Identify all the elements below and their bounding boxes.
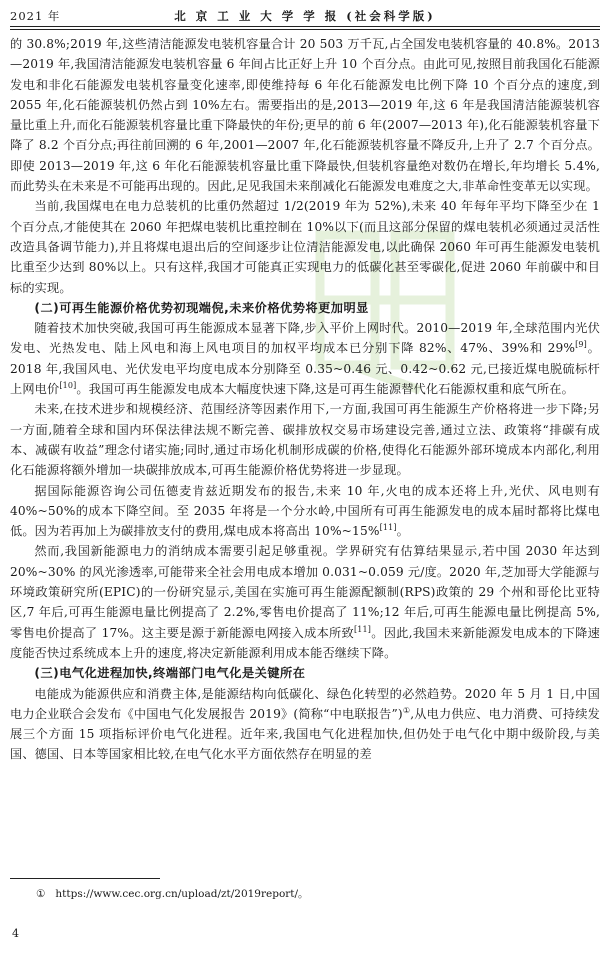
paragraph-renewable-cost <box>10 318 600 399</box>
text-run: 。 <box>396 524 409 539</box>
paragraph-wood-mackenzie-report <box>10 481 600 542</box>
footnote-marker[interactable]: ① <box>402 705 411 715</box>
citation-ref-9: [9] <box>575 340 587 350</box>
text-run: 。我国可再生能源发电成本大幅度快速下降,这是可再生能源替代化石能源权重和底气所在。 <box>76 382 574 397</box>
section-heading-renewable-price: (二)可再生能源价格优势初现端倪,未来价格优势将更加明显 <box>34 300 369 315</box>
paragraph-integration-cost <box>10 541 600 663</box>
header-rule-thin <box>10 29 600 30</box>
footnote-url[interactable]: https://www.cec.org.cn/upload/zt/2019report/。 <box>55 888 309 900</box>
paragraph-clean-energy-capacity: 的 30.8%;2019 年,这些清洁能源发电装机容量合计 20 503 万千瓦,占全国发电装机容量的 40.8%。2013—2019 年,我国清洁能源发电装机容量 6 年间占比正好上升 10 个百分点。由此可见,按照目前我国化石能源发电和非化石能源发电装机容量变化速率,即使维持每 6 年化石能源发电比例下降 10 个百分点的速度,到 2055 年,化石能源装机仍然占到 10%左右。需要指出的是,2013—2019 年,这 6 年是我国清洁能源装机容量比重上升,而化石能源装机容量比重下降最快的年份;更早的前 6 年(2007—2013 年),化石能源装机容量下降了 8.2 个百分点;再往前回溯的 6 年,2001—2007 年,化石能源装机容量不降反升,上升了 2.7 个百分点。即使 2013—2019 年,这 6 年化石能源装机容量比重下降最快,但装机容量绝对数仍在增长,年均增长 5.4%,而此势头在未来是不可能再出现的。因此,足见我国未来削减化石能源发电难度之大,非革命性变革无以实现。 <box>10 37 600 194</box>
text-run: 。2018 年,我国风电、光伏发电平均度电成本分别降至 0.35~0.46 元、0.42~0.62 元,已接近煤电脱硫标杆上网电价 <box>10 341 600 397</box>
header-rule-thick <box>10 26 600 27</box>
citation-ref-10: [10] <box>59 380 77 390</box>
text-run: 然而,我国新能源电力的消纳成本需要引起足够重视。学界研究有估算结果显示,若中国 2030 年达到 20%~30% 的风光渗透率,可能带来全社会用电成本增加 0.031~0.059 元/度。2020 年,芝加哥大学能源与环境政策研究所(EPIC)的一份研究显示,美国在实施可再生能源配额制(RPS)政策的 29 个州和哥伦比亚特区,7 年后,可再生能源电量比例提高了 2.2%,零售电价提高了 11%;12 年后,可再生能源电量比例提高 5%,零售电价提高了 17%。这主要是源于新能源电网接入成本所致 <box>10 544 600 640</box>
text-run: 电能成为能源供应和消费主体,是能源结构向低碳化、绿色化转型的必然趋势。2020 年 5 月 1 日,中国电力企业联合会发布《中国电气化发展报告 2019》(简称“中电联报告”) <box>10 686 600 721</box>
text-run: 据国际能源咨询公司伍德麦肯兹近期发布的报告,未来 10 年,火电的成本还将上升,光伏、风电则有 40%~50%的成本下降空间。至 2035 年将是一个分水岭,中国所有可再生能源发电的成本届时都将比煤电低。因为若再加上为碳排放支付的费用,煤电成本将高出 10%~15% <box>10 483 600 539</box>
citation-ref-11b: [11] <box>354 624 372 634</box>
paragraph-future-price-advantage: 未来,在技术进步和规模经济、范围经济等因素作用下,一方面,我国可再生能源生产价格将进一步下降;另一方面,随着全球和国内环保法律法规不断完善、碳排放权交易市场建设完善,通过立法、政策将“排碳有成本、减碳有收益”理念付诸实施;同时,通过市场化机制形成碳的价格,使得化石能源外部环境成本内部化,利用化石能源将额外增加一块碳排放成本,可再生能源价格优势将进一步显现。 <box>10 402 600 478</box>
footnote <box>36 886 309 902</box>
running-head <box>10 7 600 25</box>
paragraph-coal-share: 当前,我国煤电在电力总装机的比重仍然超过 1/2(2019 年为 52%),未来 40 年每年平均下降至少在 1 个百分点,才能使其在 2060 年把煤电装机比重控制在 10%以下(而且这部分保留的煤电装机必须通过灵活性改造具备调节能力),并且将煤电退出后的空间逐步让位清洁能源发电,以此确保 2060 年可再生能源发电装机比重至少达到 80%以上。只有这样,我国才可能真正实现电力的低碳化甚至零碳化,促进 2060 年前碳中和目标的实现。 <box>10 199 600 295</box>
page-number: 4 <box>12 927 19 940</box>
section-heading-electrification: (三)电气化进程加快,终端部门电气化是关键所在 <box>34 666 306 681</box>
paragraph-electrification-report <box>10 684 600 765</box>
footnote-number: ① <box>36 888 46 900</box>
header-journal-title: 北 京 工 业 大 学 学 报 (社会科学版) <box>174 9 436 23</box>
text-run: ,从电力供应、电力消费、可持续发展三个方面 15 项指标评价电气化进程。近年来,我国电气化进程加快,但仍处于电气化中期中级阶段,与美国、德国、日本等国家相比较,在电气化水平方面依然存在明显的差 <box>10 706 600 762</box>
article-body <box>10 34 600 765</box>
text-run: 。因此,我国未来新能源发电成本的下降速度能否快过系统成本上升的速度,将决定新能源利用成本能否继续下降。 <box>10 625 600 660</box>
footnote-divider <box>10 878 160 879</box>
header-year: 2021 年 <box>10 9 61 23</box>
text-run: 随着技术加快突破,我国可再生能源成本显著下降,步入平价上网时代。2010—2019 年,全球范围内光伏发电、光热发电、陆上风电和海上风电项目的加权平均成本已分别下降 82%、47%、39%和 29% <box>10 321 600 356</box>
citation-ref-11: [11] <box>379 523 397 533</box>
